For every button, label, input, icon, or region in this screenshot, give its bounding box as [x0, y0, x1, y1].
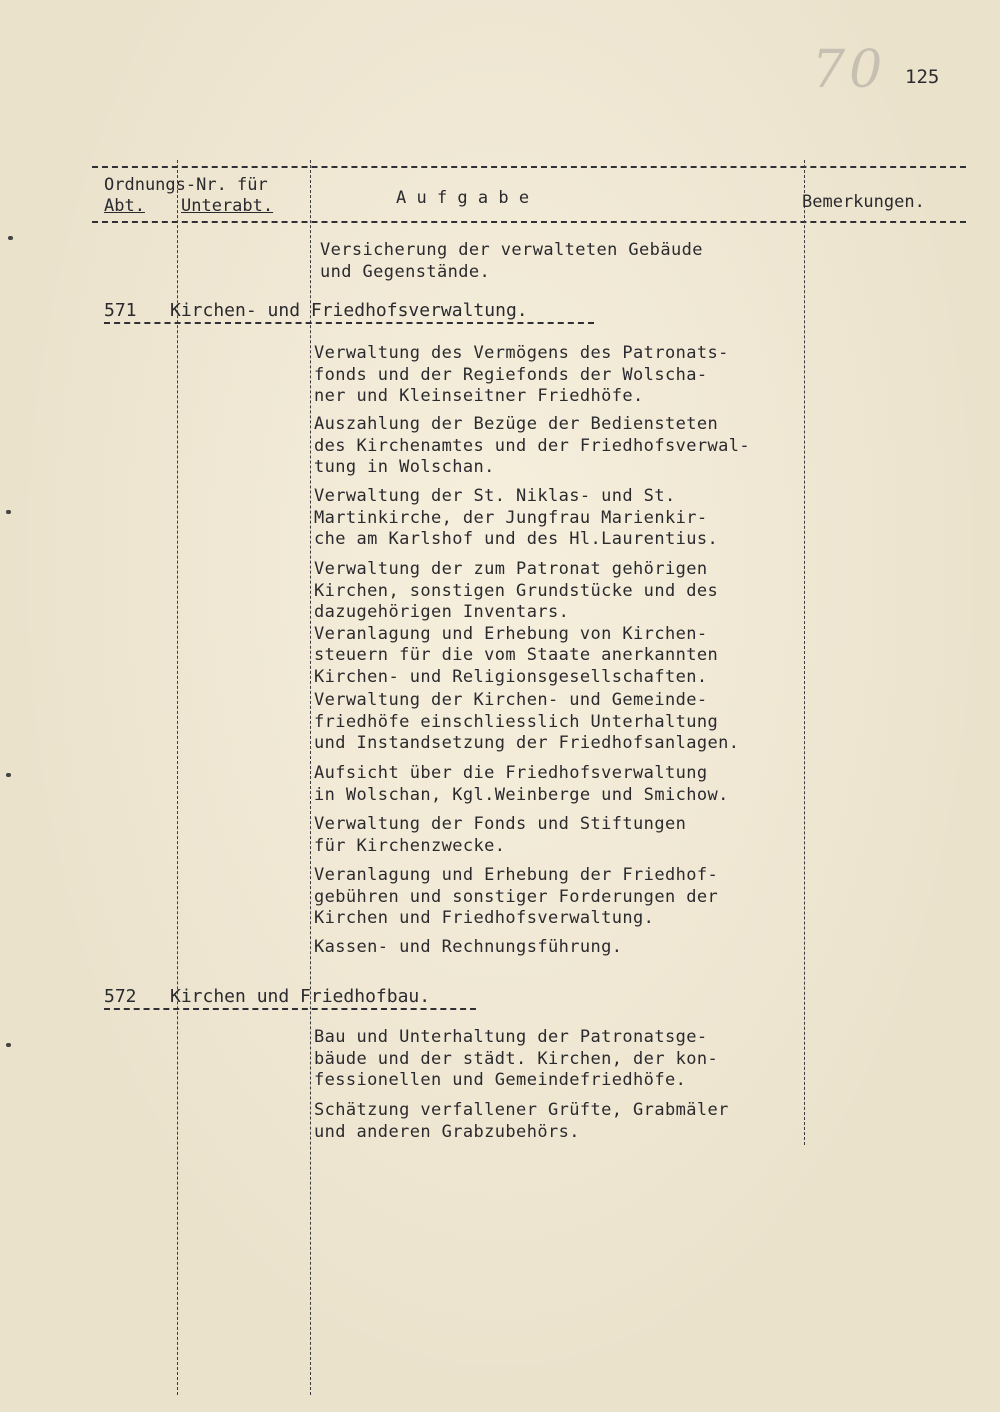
page-number: 125: [905, 66, 940, 88]
column-rule-bemerkungen: [804, 160, 805, 1145]
column-rule-unterabt: [310, 160, 311, 1395]
section-572-underline: [104, 1008, 476, 1010]
section-571-underline: [104, 322, 594, 324]
header-ordnungs-nr: Ordnungs-Nr. für: [104, 175, 268, 195]
margin-mark: [8, 236, 13, 240]
header-bemerkungen: Bemerkungen.: [802, 192, 925, 212]
section-572-title: Kirchen und Friedhofbau.: [170, 986, 431, 1007]
margin-mark: [6, 773, 11, 777]
entry-571-5: Verwaltung der Kirchen- und Gemeinde- friedhöfe einschliesslich Unterhaltung und Instandsetzung der Friedhofsanlagen.: [314, 690, 740, 753]
entry-571-2: Auszahlung der Bezüge der Bediensteten des Kirchenamtes und der Friedhofsverwal- tung in Wolschan.: [314, 414, 751, 477]
entry-571-3: Verwaltung der St. Niklas- und St. Martinkirche, der Jungfrau Marienkir- che am Karlshof und des Hl.Laurentius.: [314, 486, 719, 549]
handwritten-page-number: 70: [812, 40, 887, 100]
section-571-title: Kirchen- und Friedhofsverwaltung.: [170, 300, 528, 321]
margin-mark: [6, 1043, 11, 1047]
entry-571-1: Verwaltung des Vermögens des Patronats- fonds und der Regiefonds der Wolscha- ner und Kleinseitner Friedhöfe.: [314, 343, 729, 406]
section-572-number: 572: [104, 986, 137, 1007]
intro-entry: Versicherung der verwalteten Gebäude und Gegenstände.: [320, 240, 703, 282]
entry-571-9: Kassen- und Rechnungsführung.: [314, 937, 623, 957]
entry-572-2: Schätzung verfallener Grüfte, Grabmäler und anderen Grabzubehörs.: [314, 1100, 729, 1142]
entry-571-7: Verwaltung der Fonds und Stiftungen für Kirchenzwecke.: [314, 814, 687, 856]
header-abt: Abt.: [104, 196, 145, 216]
header-bottom-rule: [92, 221, 966, 223]
entry-572-1: Bau und Unterhaltung der Patronatsge- bäude und der städt. Kirchen, der kon- fessionellen und Gemeindefriedhöfe.: [314, 1027, 719, 1090]
header-unterabt: Unterabt.: [181, 196, 274, 216]
column-rule-abt: [177, 160, 178, 1395]
entry-571-8: Veranlagung und Erhebung der Friedhof- gebühren und sonstiger Forderungen der Kirchen und Friedhofsverwaltung.: [314, 865, 719, 928]
margin-mark: [6, 510, 11, 514]
entry-571-6: Aufsicht über die Friedhofsverwaltung in Wolschan, Kgl.Weinberge und Smichow.: [314, 763, 729, 805]
header-aufgabe: A u f g a b e: [396, 188, 530, 208]
entry-571-4: Verwaltung der zum Patronat gehörigen Kirchen, sonstigen Grundstücke und des dazugehörigen Inventars. Veranlagung und Erhebung von Kirchen- steuern für die vom Staate anerkannten Kirchen- und Religionsgesellschaften.: [314, 559, 719, 687]
section-571-number: 571: [104, 300, 137, 321]
header-top-rule: [92, 166, 966, 168]
